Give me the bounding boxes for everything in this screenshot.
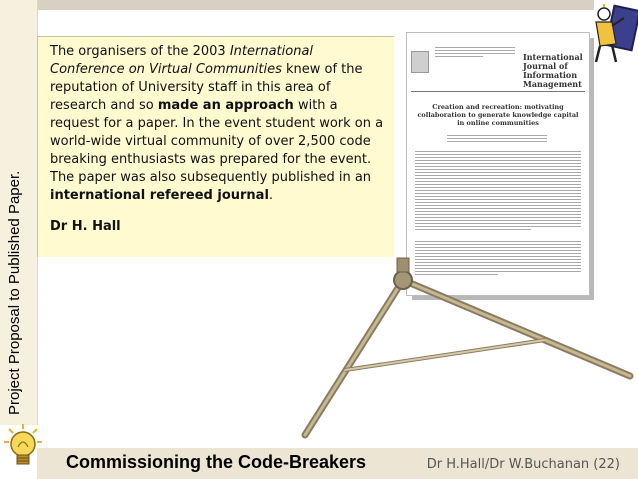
body-text-2: knew of the reputation of University staff in this area of research and so	[50, 62, 363, 113]
body-text-4: .	[268, 188, 274, 203]
publisher-logo-icon	[411, 51, 429, 73]
approach-emphasis: made an approach	[157, 98, 294, 113]
journal-emphasis: international refereed journal	[50, 188, 269, 203]
journal-name: International Journal of Information Management	[523, 52, 583, 89]
conference-name: International Conference on Virtual Communities	[50, 44, 314, 77]
paper-header	[407, 33, 589, 97]
footer-credit: Dr H.Hall/Dr W.Buchanan (22)	[426, 457, 620, 472]
side-title: Project Proposal to Published Paper.	[6, 170, 23, 415]
top-decor-bar	[35, 0, 594, 10]
author-name: Dr H. Hall	[50, 219, 121, 234]
body-text-1: The organisers of the 2003	[50, 44, 230, 59]
footer-title: Commissioning the Code-Breakers	[66, 452, 367, 472]
paper-title: Creation and recreation: motivating collaboration to generate knowledge capital in online communities	[417, 103, 579, 127]
teacher-at-board-icon	[590, 2, 638, 64]
drawing-compass-icon	[285, 180, 638, 442]
body-text-3: with a request for a paper. In the event student work on a world-wide virtual community of over 2,500 code breaking enthusiasts was prepared for the event. The paper was also subsequently published in an	[50, 98, 384, 185]
lightbulb-icon	[3, 423, 43, 471]
